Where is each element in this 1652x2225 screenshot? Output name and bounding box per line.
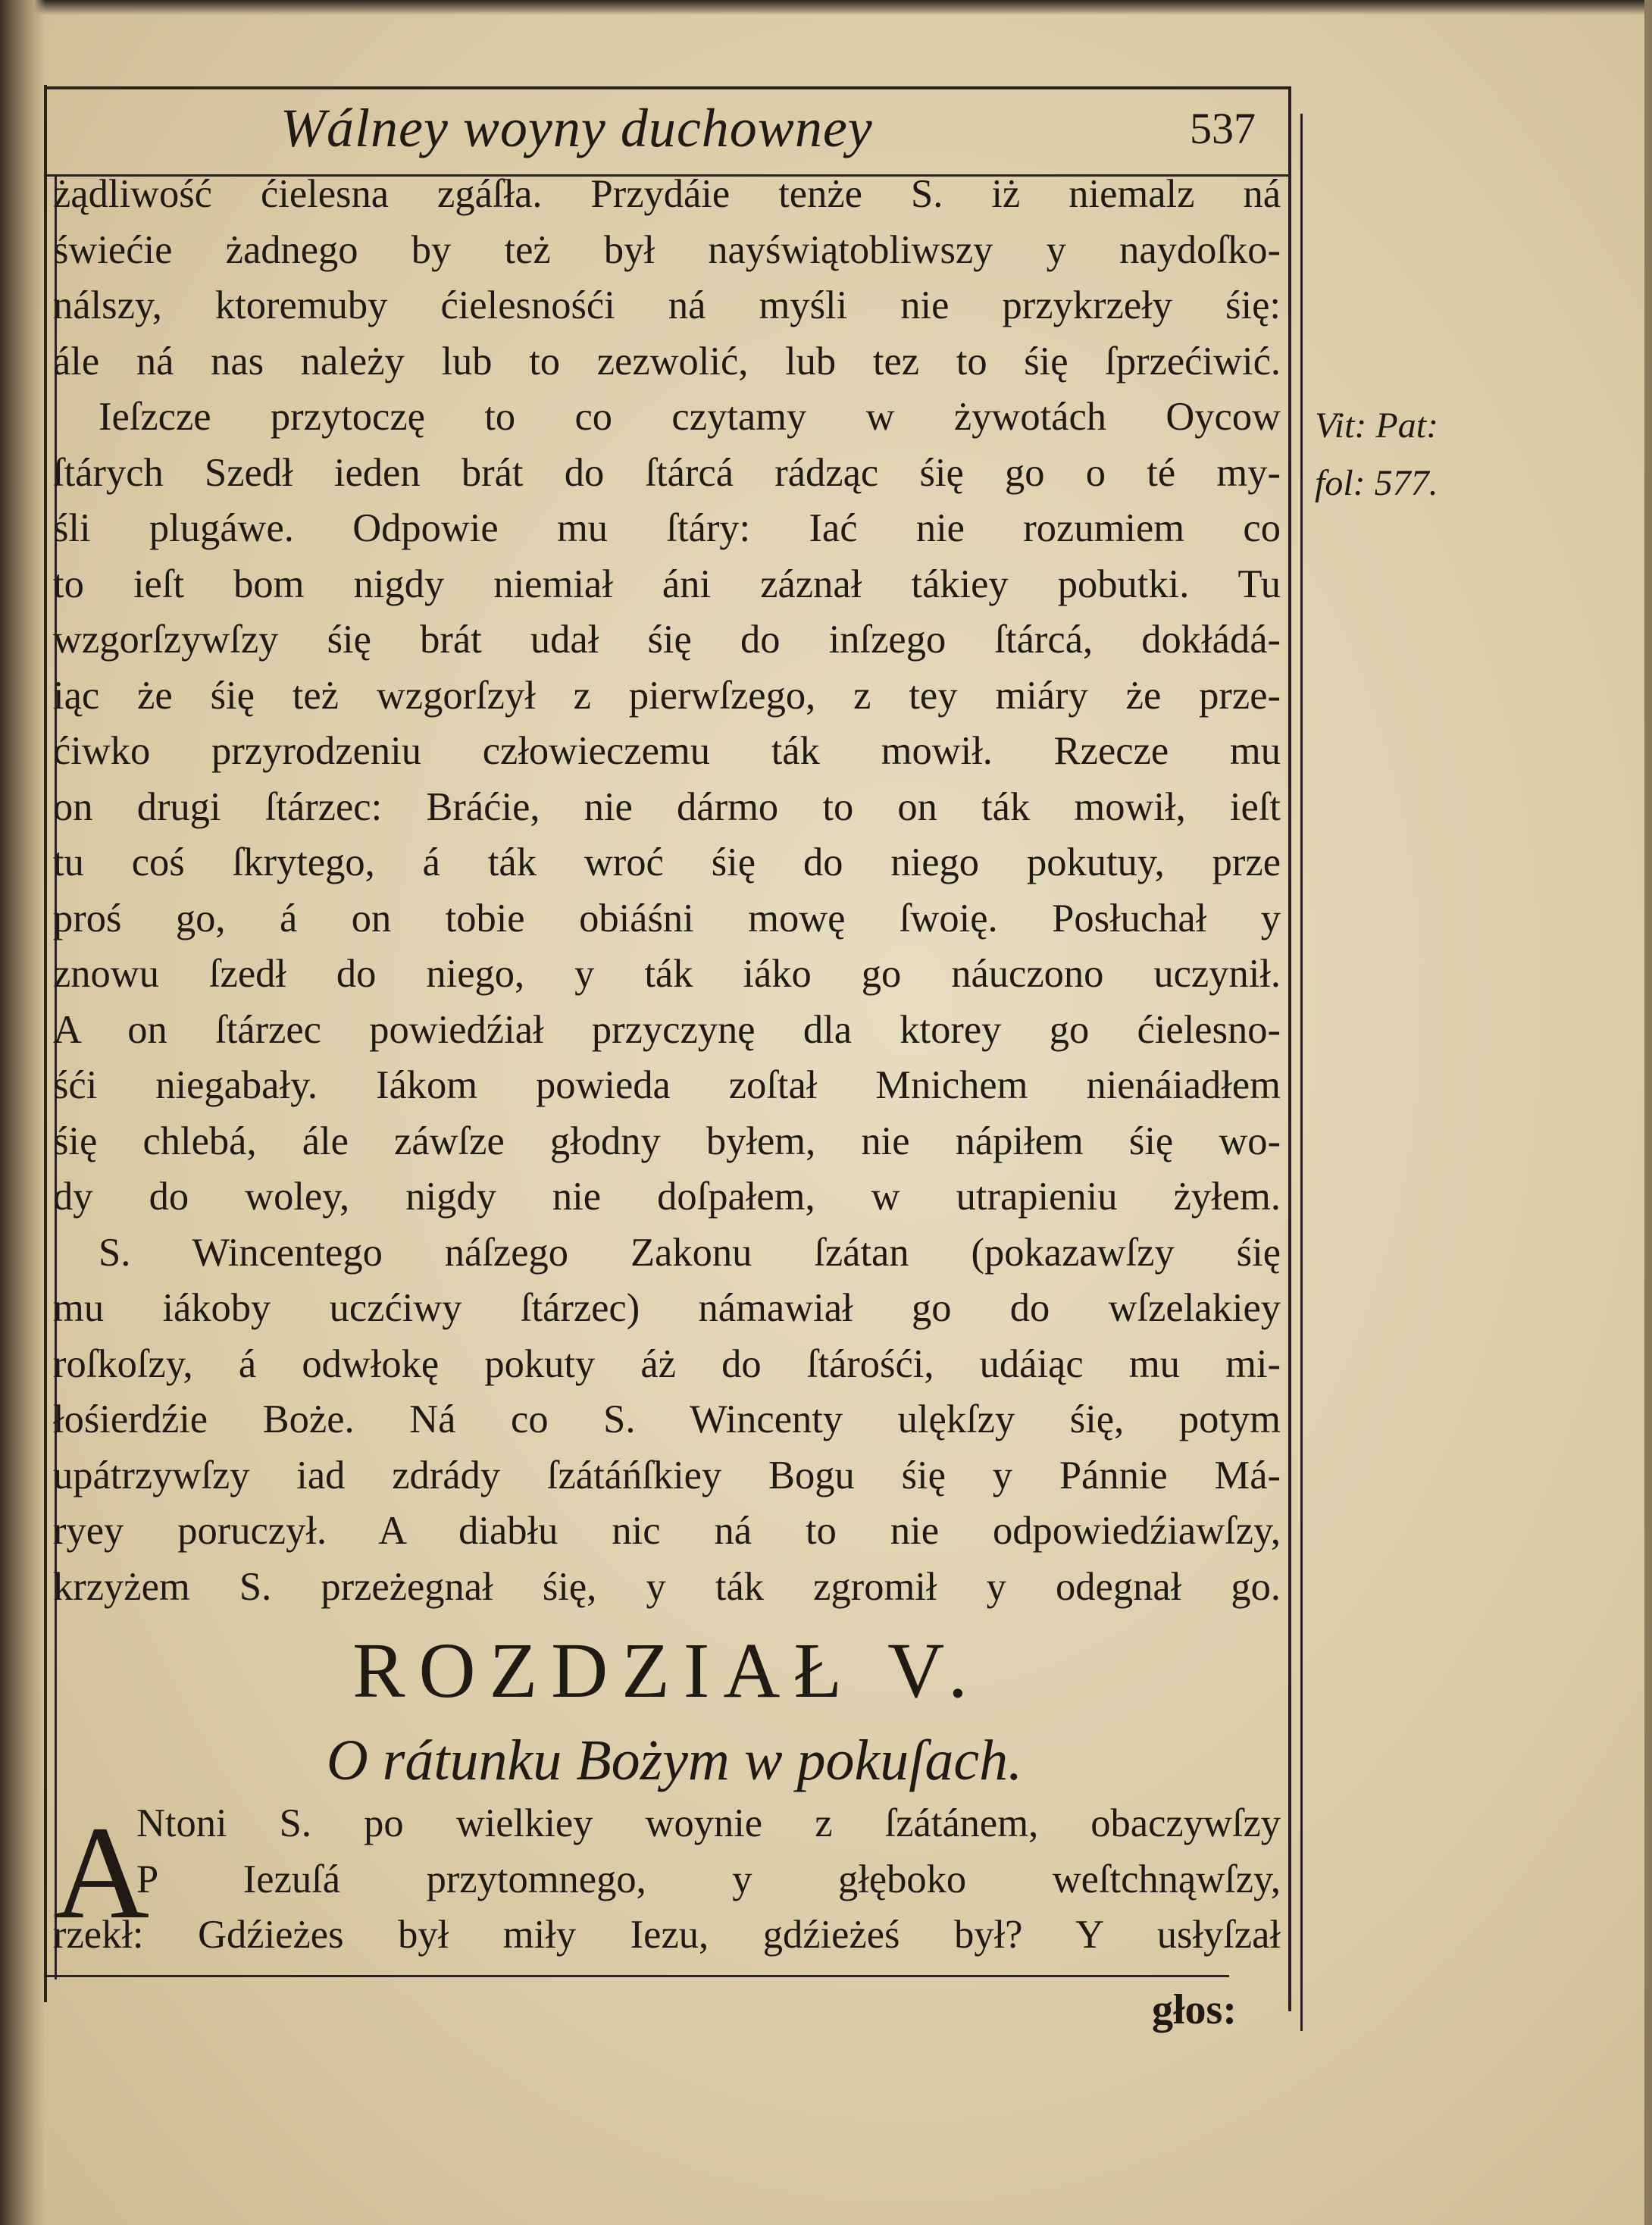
text-line: ćiwko przyrodzeniu człowieczemu ták mowił. Rzecze mu — [53, 729, 1281, 773]
margin-note — [1315, 397, 1438, 512]
text-line: to ieſt bom nigdy niemiał áni záznał tákiey pobutki. Tu — [53, 562, 1281, 606]
page-number: 537 — [1190, 104, 1256, 153]
text-line: nálszy, ktoremuby ćielesnośći ná myśli nie przykrzeły śię: — [53, 283, 1281, 327]
text-line: śći niegabały. Iákom powieda zoſtał Mnichem nienáiadłem — [53, 1063, 1281, 1107]
text-line: upátrzywſzy iad zdrády ſzátáńſkiey Bogu śię y Pánnie Má- — [53, 1453, 1281, 1497]
text-line: znowu ſzedł do niego, y ták iáko go náuczono uczynił. — [53, 952, 1281, 996]
margin-note-line: fol: 577. — [1315, 463, 1438, 503]
text-line: roſkoſzy, á odwłokę pokuty áż do ſtárośći, udáiąc mu mi- — [53, 1341, 1281, 1386]
text-line: śli plugáwe. Odpowie mu ſtáry: Iać nie rozumiem co — [53, 506, 1281, 550]
frame-right-rule — [1288, 86, 1291, 2011]
text-line: iąc że śię też wzgorſzył z pierwſzego, z tey miáry że prze- — [53, 673, 1281, 718]
binding-gutter — [0, 0, 45, 2225]
text-line: ále ná nas należy lub to zezwolić, lub tez to śię ſprzećiwić. — [53, 339, 1281, 383]
text-line: proś go, á on tobie obiáśni mowę ſwoię. Posłuchał y — [53, 896, 1281, 940]
running-head: Wálney woyny duchowney — [280, 98, 873, 158]
final-paragraph — [53, 1796, 1281, 1964]
text-line: P Iezuſá przytomnego, y głęboko weſtchnąwſzy, — [136, 1857, 1281, 1901]
body-text — [53, 167, 1281, 1615]
text-line: ryey poruczył. A diabłu nic ná to nie odpowiedźiawſzy, — [53, 1509, 1281, 1553]
catchword: głos: — [1152, 1986, 1237, 2033]
text-line: A on ſtárzec powiedźiał przyczynę dla ktorey go ćielesno- — [53, 1007, 1281, 1052]
text-line: świećie żadnego by też był nayświątobliwszy y naydoſko- — [53, 227, 1281, 272]
text-line: łośierdźie Boże. Ná co S. Wincenty ulękſzy śię, potym — [53, 1397, 1281, 1441]
header-rule-top — [47, 86, 1290, 89]
text-line: śię chlebá, ále záwſze głodny byłem, nie nápiłem śię wo- — [53, 1119, 1281, 1163]
text-line: ſtárych Szedł ieden brát do ſtárcá rádząc śię go o té my- — [53, 450, 1281, 495]
text-line: Ieſzcze przytoczę to co czytamy w żywotách Oycow — [99, 395, 1281, 439]
text-line: S. Wincentego náſzego Zakonu ſzátan (pokazawſzy śię — [99, 1230, 1281, 1275]
text-line: rzekł: Gdźieżes był miły Iezu, gdźieżeś był? Y usłyſzał — [53, 1913, 1281, 1957]
margin-note-line: Vit: Pat: — [1315, 405, 1439, 446]
chapter-subtitle: O rátunku Bożym w pokuſach. — [326, 1729, 1023, 1792]
text-line: tu coś ſkrytego, á ták wroć śię do niego pokutuy, prze — [53, 840, 1281, 884]
text-line: żądliwość ćielesna zgáſła. Przydáie tenże S. iż niemalz ná — [53, 172, 1281, 216]
drop-cap-initial: A — [53, 1799, 150, 1947]
text-line: wzgorſzywſzy śię brát udał śię do inſzego ſtárcá, dokłádá- — [53, 618, 1281, 662]
text-line: on drugi ſtárzec: Bráćie, nie dármo to on ták mowił, ieſt — [53, 784, 1281, 829]
text-line: dy do woley, nigdy nie doſpałem, w utrapieniu żyłem. — [53, 1175, 1281, 1219]
text-line: krzyżem S. przeżegnał śię, y ták zgromił y odegnał go. — [53, 1564, 1281, 1609]
chapter-title: ROZDZIAŁ V. — [352, 1627, 981, 1714]
frame-left-rule — [44, 85, 47, 2002]
text-line: mu iákoby uczćiwy ſtárzec) námawiał go do wſzelakiey — [53, 1286, 1281, 1330]
page-edge — [1644, 0, 1652, 2225]
frame-bottom-rule — [47, 1975, 1229, 1977]
top-shadow — [0, 0, 1652, 15]
text-line: Ntoni S. po wielkiey woynie z ſzátánem, obaczywſzy — [136, 1801, 1281, 1845]
